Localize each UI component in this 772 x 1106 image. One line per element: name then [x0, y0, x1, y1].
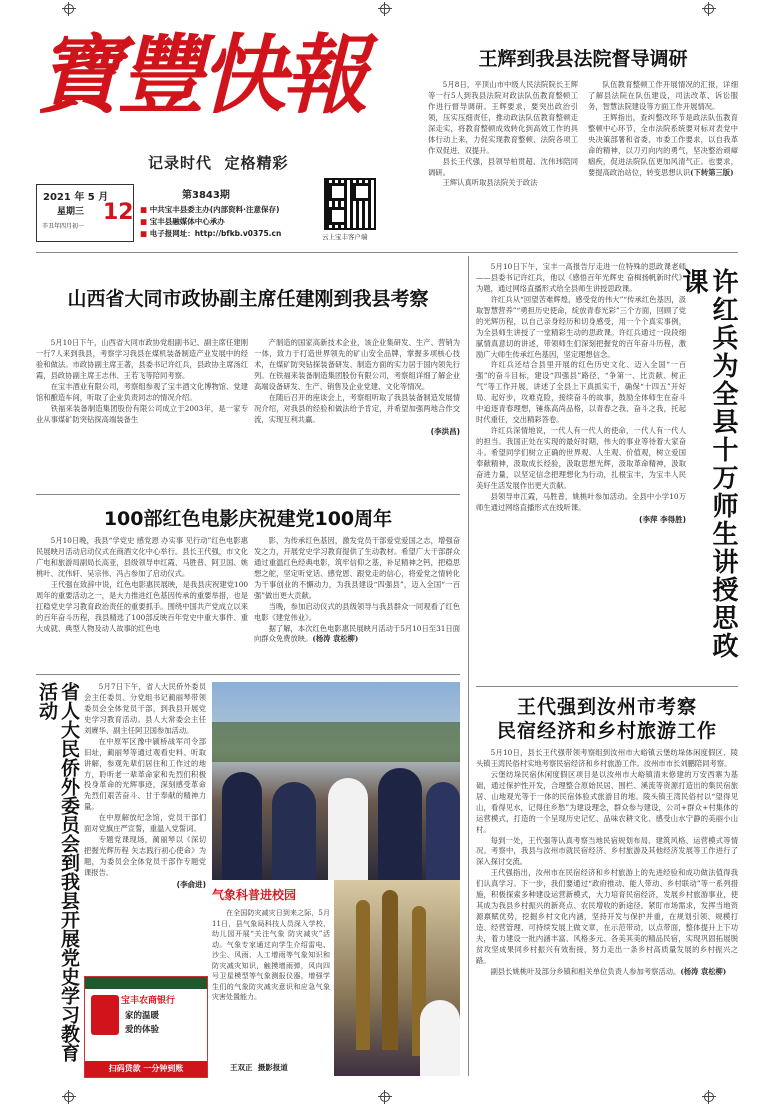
ad-line1: 家的温暖 [125, 1011, 160, 1021]
story4-byline: (李俞进) [176, 879, 206, 889]
bank-name: 宝丰农商银行 [121, 996, 176, 1006]
photo-students [212, 682, 460, 880]
story6-body: 5月10日，县长王代强带领考察组到汝州市大峪镇云堡纺垛体闲度假区、陵头镇王湾民俗村实地考察民宿经济和乡村旅游工作。汝州市市长刘鹏陪同考察。 云堡纺垛民宿休闲度假区项目是以汝州市大峪镇清末修建的万安西寨为基础，通过保护性开发，合理整合原始民居、围栏、溪流等资源打造出的集民宿旅居、山地观光等于一体的民宿体验式旅游目的地。陵头镇王湾民俗村以“望得见山，看得见水，记得住乡愁”为建设理念，群众参与建设，公司+群众+村集体的运营模式，打造的一个呈现历史记忆、品味农耕文化、感受山水宁静的美丽小山村。 每到一处，王代强等认真考察当地民宿规划布局、建筑风格、运营模式等情况。考察中，我县与汝州市就民宿经济、乡村旅游及其他经济发展等工作进行了深入探讨交流。 王代强指出，汝州市在民宿经济和乡村旅游上的先进经验和成功做法值得我们认真学习。下一步，我们要通过“政府推动、能人带动、乡村联动”等一系列措施，积极探索多种建设运营新模式，大力培育民宿经济，发展乡村旅游事业，使其成为我县乡村振兴的新亮点、农民增收的新途径。紧盯市场需求，发挥当地资源禀赋优势，挖掘乡村文化内涵，坚持开发与保护并重，在规划引领、规模打造、经营管理、可持续发展上做文章，在示范带动，以点带面，整体提升上下功夫，着力建设一批内涵丰富、风格多元、各美其美的精品民宿，实现巩固拓展脱贫攻坚成果同乡村振兴有效衔接，努力走出一条乡村高质量发展的乡村振兴之路。 副县长姚桃叶及部分乡镇和相关单位负责人参加考察活动。(杨涛 袁松柳) [476, 748, 738, 976]
photo-caption: 在全国防灾减灾日到来之际，5月11日，县气象局科技人员深入学校、幼儿园开展“关注气象 防灾减灾”活动。气象专家通过向学生介绍雷电、沙尘、风雨、人工增雨等气象知识和防灾减灾知识，触摸增雨弹，风向四号卫星模型等气象测报仪器，增强学生们的气象防灾减灾意识和应急气象灾害处置能力。 [212, 909, 330, 1001]
issue-number: 第3843期 [182, 190, 230, 201]
story1-jump: (下转第三版) [690, 167, 734, 177]
photo-credit: 王双正 摄影报道 [230, 1063, 288, 1072]
sponsor-line: ■ 宝丰县融媒体中心承办 [140, 217, 225, 226]
date-box [36, 184, 134, 242]
sponsor-line: ■ 中共宝丰县委主办(内部资料·注意保存) [140, 205, 280, 214]
lunar-date: 辛丑年四月初一 [42, 223, 85, 230]
story6-byline: (杨涛 袁松柳) [680, 966, 727, 976]
story2-byline: (李洪昌) [430, 426, 460, 436]
story1-col1: 5月8日，平顶山市中级人民法院院长王辉等一行5人到我县法院对政法队伍教育整顿工作进行督导调研。王辉要求，要突出政治引领，压实压细责任，推动政法队伍教育整顿走深走实，将教育整顿成效转化到高效工作的具体行动上来，力促实现教育整顿、法院各项工作双促进、双提升。 县长王代强，县领导柏贯超、沈伟玮陪同调研。 王辉认真听取县法院关于政法 [428, 80, 578, 188]
sponsor-line: ■ 电子报网址：http://bfkb.v0375.cn [140, 229, 282, 238]
photo-caption-title: 气象科普进校园 [212, 888, 297, 902]
story6-headline-2: 民宿经济和乡村旅游工作 [496, 720, 717, 742]
story5-byline: (李萍 李得胜) [639, 514, 686, 524]
story3-headline: 100部红色电影庆祝建党100周年 [103, 508, 393, 530]
story3-col2: 影，为传承红色基因，激发党员干部爱党爱国之志，增强奋发之力，开展党史学习教育提供了生动教材。希望广大干部群众通过重温红色经典电影，筑牢信仰之基，补足精神之钙，把稳思想之舵，坚定听党话、感党恩、跟党走的信心，将爱党之情转化为干事创业的不懈动力，为我县建设“四强县”，迈入全国“一百强”做出更大贡献。 当晚，参加启动仪式的县级领导与我县群众一同观看了红色电影《建党伟业》。 据了解，本次红色电影惠民展映月活动于5月10日至31日面向群众免费放映。(杨涛 袁松柳) [254, 536, 460, 644]
story2-headline: 山西省大同市政协副主席任建刚到我县考察 [67, 288, 429, 310]
photo-rockets [334, 880, 460, 1076]
story2-col2: 产制造的国家高新技术企业，该企业集研发、生产、营销为一体，致力于打造世界领先的矿山安全品牌，掌握多项核心技术，在煤矿防突钻探装备研发、制造方面的实力居于国内领先行列。在铁福来装备制造集团股份有限公司，考察组详细了解企业高端设备研发、生产、销售及企业党建、文化等情况。 在随后召开的座谈会上，考察组听取了我县装备制造发展情况介绍，对我县的经验和做法给予肯定，并希望加强两地合作交流，实现互利共赢。 (李洪昌) [254, 338, 460, 436]
registration-mark [378, 2, 392, 16]
story3-col1: 5月10日晚，我县“学党史 感党恩 办实事 见行动”红色电影惠民展映月活动启动仪式在商酒文化中心举行。县长王代强，市文化广电和旅游局副局长高亚，县级领导申红霞、马胜普、阿卫国、姚桃叶、沈伟轩、吴宗伟、冯占参加了启动仪式。 王代强在致辞中说，红色电影惠民展映，是我县庆祝建党100周年的重要活动之一，是大力推进红色基因传承的重要举措，也是扛稳党史学习教育政治责任的重要抓手。围绕中国共产党成立以来的百年奋斗历程，我县精选了100部反映百年党史中重大事件、重大成就、典型人物及动人故事的红色电 [36, 536, 248, 633]
date-line: 2021 年 5 月 [43, 192, 109, 203]
day-number: 12 [103, 200, 134, 225]
story2-col1: 5月10日下午，山西省大同市政协党组副书记、副主席任建刚一行7人来到我县，考察学习我县在煤机装备制造产业发展中的经验和做法。市政协副主席王著，县委书记许红兵，县政协主席汤红霞，县政协副主席王志伟、王若飞等陪同考察。 在宝丰酒业有限公司，考察组参观了宝丰酒文化博物馆、党建馆和酿造车间，听取了企业负责同志的情况介绍。 铁福来装备制造集团股份有限公司成立于2003年，是一家专业从事煤矿防突钻探高端装备生 [36, 338, 248, 424]
masthead-slogan: 记录时代 定格精彩 [148, 154, 289, 172]
bank-ad[interactable] [84, 976, 208, 1078]
story6-headline-1: 王代强到汝州市考察 [516, 696, 697, 718]
registration-mark [702, 1090, 716, 1104]
sponsor-list [140, 204, 281, 240]
masthead-title: 寶豐快報 [36, 25, 364, 126]
qr-code[interactable] [324, 178, 376, 230]
story5-body: 5月10日下午，宝丰一高报告厅走进一位特殊的思政课老师——县委书记许红兵，他以《感悟百年光辉史 奋楫扬帆新时代》为题，通过网络直播形式给全县师生讲授思政课。 许红兵从“回望苦难辉煌，感受党的伟大”“传承红色基因，汲取智慧营养”“勇担历史使命，绽放青春光彩”三个方面，回顾了党的光辉历程，以自己亲身经历和切身感受，用一个个真实事例，为全县师生讲授了一堂精彩生动的思政课。许红兵通过一段段细腻情真意切的讲述，带领师生们深刻把握党的百年奋斗历程，激励广大师生传承红色基因，坚定理想信念。 许红兵还结合县里开展的红色历史文化、迈入全国“一百强”的奋斗目标，建设“四强县”路径，“争第一、比贡献、树正气”等工作开展，讲述了全县上下真抓实干，确保“十四五”开好局、起好步，攻难克险，接续奋斗的故事，鼓励全体师生在奋斗中追逐青春理想，锤炼高尚品格，以青春之我、奋斗之我，托起时代重任，交出精彩答卷。 许红兵深情地说，一代人有一代人的使命，一代人有一代人的担当。我国正处在实现的最好时期，伟大的事业等待着大家奋斗。希望同学们树立正确的世界观、人生观、价值观，树立爱国奉献精神，汲取成长经验，汲取思想光辉，汲取革命精神，汲取奋进力量，以坚定信念把理想化为行动，扎根宝丰，为宝丰人民美好生活发展作出更大贡献。 县领导申江霞，马胜普，姚桃叶参加活动。全县中小学10万师生通过网络直播形式在线听课。 (李萍 李得胜) [476, 262, 686, 524]
story4-body: 5月7日下午，省人大民侨外委员会主任委员、分党组书记蔺丽琴带领委员会全体党员干部，到我县开展党史学习教育活动。县人大常委会主任刘赓华、副主任阿卫国参加活动。 在中原军区豫中颍桥战军司令部旧址，蔺丽琴等通过观看史料、听取讲解，参观先辈们居住和工作过的地方，聆听老一辈革命家和先烈们积极投身革命的光辉事迹，深刻感受革命先烈们艰苦奋斗、甘于奉献的精神力量。 在中原解放纪念馆，党员干部们面对党旗庄严宣誓，重温入党誓词。 专题党课现场，蔺丽琴以《深切把握光辉历程 矢志践行初心使命》为题，为委员会全体党员干部作专题党课报告。 (李俞进) [84, 682, 206, 889]
story1-headline: 王辉到我县法院督导调研 [478, 48, 688, 70]
masthead [36, 18, 416, 250]
story1-col2: 队伍教育整顿工作开展情况的汇报，详细了解县法院在队伍建设，司法改革、诉讼服务，智慧法院建设等方面工作开展情况。 王辉指出，查纠整改环节是政法队伍教育整顿中心环节，全市法院系统要对标对表党中央决策部署和省委、市委工作要求，以自我革命的精神，以刀刃向内的勇气，坚决整治顽瘴痼疾，促进法院队伍更加风清气正。也要求，要提高政治站位，转变思想认识(下转第三版) [588, 80, 738, 177]
registration-mark [62, 2, 76, 16]
registration-mark [62, 1090, 76, 1104]
ad-qr-icon [91, 995, 119, 1035]
registration-mark [378, 1090, 392, 1104]
ad-footer: 扫码贷款 一分钟到账 [85, 1061, 207, 1077]
registration-mark [702, 2, 716, 16]
weekday: 星期三 [57, 207, 85, 217]
ad-line2: 爱的体验 [125, 1025, 160, 1035]
qr-caption: 云上宝丰客户端 [322, 233, 368, 241]
story3-byline: (杨涛 袁松柳) [312, 634, 359, 644]
story4-headline: 省人大民侨外委员会到我县开展党史学习教育活动 [36, 682, 80, 1062]
story5-headline: 许红兵为全县十万师生讲授思政课 [678, 268, 738, 660]
